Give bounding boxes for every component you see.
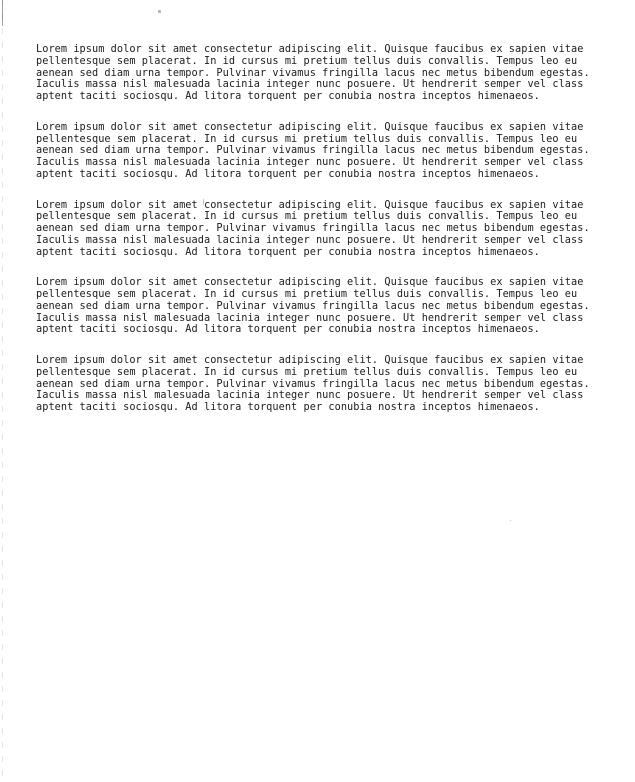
paragraph-5 [36,355,596,414]
text-line: Iaculis massa nisl malesuada lacinia integer nunc posuere. Ut hendrerit semper vel class [36,78,584,91]
text-line: Iaculis massa nisl malesuada lacinia integer nunc posuere. Ut hendrerit semper vel class [36,311,584,324]
scan-left-edge [2,0,3,782]
scan-speck [158,10,161,13]
paragraph-4 [36,277,596,336]
text-line: pellentesque sem placerat. In id cursus mi pretium tellus duis convallis. Tempus leo eu [36,365,578,378]
text-line: Lorem ipsum dolor sit amet consectetur adipiscing elit. Quisque faucibus ex sapien vitae [36,354,584,366]
text-line: aptent taciti sociosqu. Ad litora torquent per conubia nostra inceptos himenaeos. [36,90,540,102]
text-line: aptent taciti sociosqu. Ad litora torquent per conubia nostra inceptos himenaeos. [36,245,540,258]
text-line: Lorem ipsum dolor sit amet consectetur adipiscing elit. Quisque faucibus ex sapien vitae [36,43,584,55]
text-line: pellentesque sem placerat. In id cursus mi pretium tellus duis convallis. Tempus leo eu [36,132,578,145]
text-line: pellentesque sem placerat. In id cursus mi pretium tellus duis convallis. Tempus leo eu [36,288,578,300]
text-line: aptent taciti sociosqu. Ad litora torquent per conubia nostra inceptos himenaeos. [36,401,540,413]
text-line: aenean sed diam urna tempor. Pulvinar vivamus fringilla lacus nec metus bibendum egestas. [36,66,590,79]
paragraph-3 [36,200,596,259]
text-line: Lorem ipsum dolor sit amet consectetur adipiscing elit. Quisque faucibus ex sapien vitae [36,276,584,289]
scan-speck [510,520,511,521]
text-line: Iaculis massa nisl malesuada lacinia integer nunc posuere. Ut hendrerit semper vel class [36,389,584,402]
text-line: aptent taciti sociosqu. Ad litora torquent per conubia nostra inceptos himenaeos. [36,167,540,180]
text-line: aenean sed diam urna tempor. Pulvinar vivamus fringilla lacus nec metus bibendum egestas. [36,377,590,390]
text-line: Iaculis massa nisl malesuada lacinia integer nunc posuere. Ut hendrerit semper vel class [36,233,584,246]
paragraph-1 [36,44,596,103]
text-line: Lorem ipsum dolor sit amet consectetur adipiscing elit. Quisque faucibus ex sapien vitae [36,120,584,133]
paragraph-2 [36,122,596,181]
text-line: aenean sed diam urna tempor. Pulvinar vivamus fringilla lacus nec metus bibendum egestas. [36,299,590,312]
text-line: Iaculis massa nisl malesuada lacinia integer nunc posuere. Ut hendrerit semper vel class [36,156,584,168]
scan-left-edge-mark [2,0,3,26]
text-line: aptent taciti sociosqu. Ad litora torquent per conubia nostra inceptos himenaeos. [36,323,540,336]
text-line: Lorem ipsum dolor sit amet consectetur adipiscing elit. Quisque faucibus ex sapien vitae [36,198,584,211]
document-body [36,44,596,433]
text-line: pellentesque sem placerat. In id cursus mi pretium tellus duis convallis. Tempus leo eu [36,210,578,223]
text-line: pellentesque sem placerat. In id cursus mi pretium tellus duis convallis. Tempus leo eu [36,54,578,67]
text-line: aenean sed diam urna tempor. Pulvinar vivamus fringilla lacus nec metus bibendum egestas. [36,222,590,234]
text-line: aenean sed diam urna tempor. Pulvinar vivamus fringilla lacus nec metus bibendum egestas. [36,144,590,157]
